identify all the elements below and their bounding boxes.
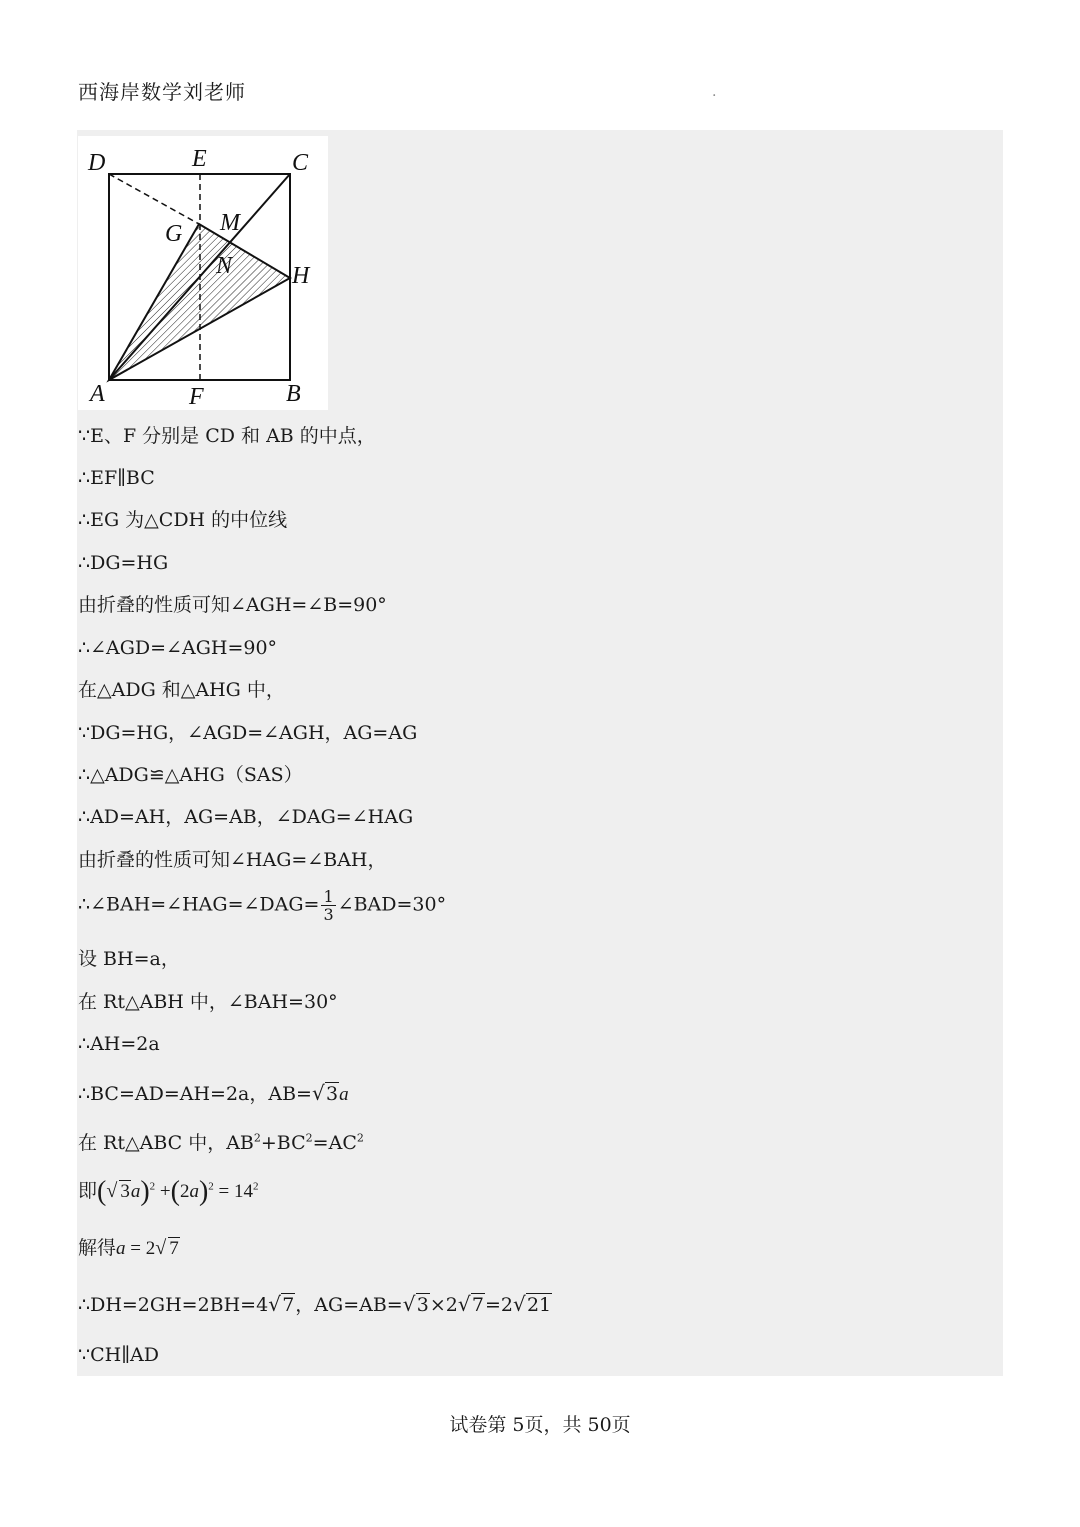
geometry-svg bbox=[78, 136, 328, 410]
label-d: D bbox=[88, 150, 106, 176]
solution-line-21: ∵CH∥AD bbox=[78, 1344, 159, 1366]
sqrt-3: √ 3 bbox=[312, 1082, 339, 1106]
solution-line-12 bbox=[78, 888, 446, 923]
solution-line-20: ∴DH=2GH=2BH=4√ 7，AG=AB=√ 3×2√ 7=2√ 21 bbox=[78, 1293, 552, 1317]
label-m: M bbox=[220, 210, 240, 236]
sqrt-3-eq: √ 3 bbox=[106, 1180, 131, 1204]
header-author: 西海岸数学刘老师 bbox=[78, 80, 246, 104]
header-dot: . bbox=[712, 84, 717, 100]
solution-line-13: 设 BH=a， bbox=[78, 948, 180, 970]
solution-line-10: ∴AD=AH，AG=AB，∠DAG=∠HAG bbox=[78, 806, 414, 828]
solution-line-15: ∴AH=2a bbox=[78, 1033, 160, 1055]
solution-line-6: ∴∠AGD=∠AGH=90° bbox=[78, 637, 278, 659]
dashed-dg bbox=[109, 174, 199, 224]
label-e: E bbox=[192, 146, 207, 172]
label-b: B bbox=[286, 381, 301, 407]
solution-line-5: 由折叠的性质可知∠AGH=∠B=90° bbox=[78, 594, 387, 616]
sqrt-7-a: √ 7 bbox=[268, 1293, 295, 1317]
solution-line-17: 在 Rt△ABC 中，$AB^2+BC^2=AC^2$ bbox=[78, 1131, 364, 1154]
solution-line-11: 由折叠的性质可知∠HAG=∠BAH， bbox=[78, 849, 387, 871]
sqrt-21: √ 21 bbox=[513, 1293, 552, 1317]
geometry-figure bbox=[78, 136, 328, 410]
solution-line-1: ∵E、F 分别是 CD 和 AB 的中点， bbox=[78, 425, 376, 447]
solution-line-4: ∴DG=HG bbox=[78, 552, 169, 574]
sqrt-3-b: √ 3 bbox=[403, 1293, 430, 1317]
solution-line-16: ∴BC=AD=AH=2a，AB=√ 3a bbox=[78, 1082, 349, 1107]
solution-line-3: ∴EG 为△CDH 的中位线 bbox=[78, 509, 288, 531]
label-a: A bbox=[90, 381, 105, 407]
solution-line-9: ∴△ADG≌△AHG（SAS） bbox=[78, 764, 303, 786]
solution-line-2: ∴EF∥BC bbox=[78, 467, 155, 489]
label-n: N bbox=[216, 253, 233, 279]
label-c: C bbox=[292, 150, 309, 176]
page-footer: 试卷第 5页，共 50页 bbox=[449, 1414, 631, 1436]
line12-pre: ∴∠BAH=∠HAG=∠DAG= bbox=[78, 893, 320, 916]
solution-line-14: 在 Rt△ABH 中，∠BAH=30° bbox=[78, 991, 338, 1013]
sqrt-7-b: √ 7 bbox=[458, 1293, 485, 1317]
label-f: F bbox=[189, 384, 204, 410]
fraction-one-third: $\frac{1}{3}$ bbox=[323, 887, 334, 924]
solution-line-19: 解得a = 2√ 7 bbox=[78, 1237, 180, 1261]
label-g: G bbox=[165, 221, 183, 247]
solution-line-18: 即(√ $3a)^2 +(2a)^2 = 14^2$ bbox=[78, 1180, 259, 1204]
sqrt-7: √ 7 bbox=[155, 1237, 180, 1261]
label-h: H bbox=[292, 263, 310, 289]
line12-post: ∠BAD=30° bbox=[337, 893, 447, 916]
solution-line-8: ∵DG=HG，∠AGD=∠AGH，AG=AG bbox=[78, 722, 418, 744]
solution-line-7: 在△ADG 和△AHG 中， bbox=[78, 679, 285, 701]
